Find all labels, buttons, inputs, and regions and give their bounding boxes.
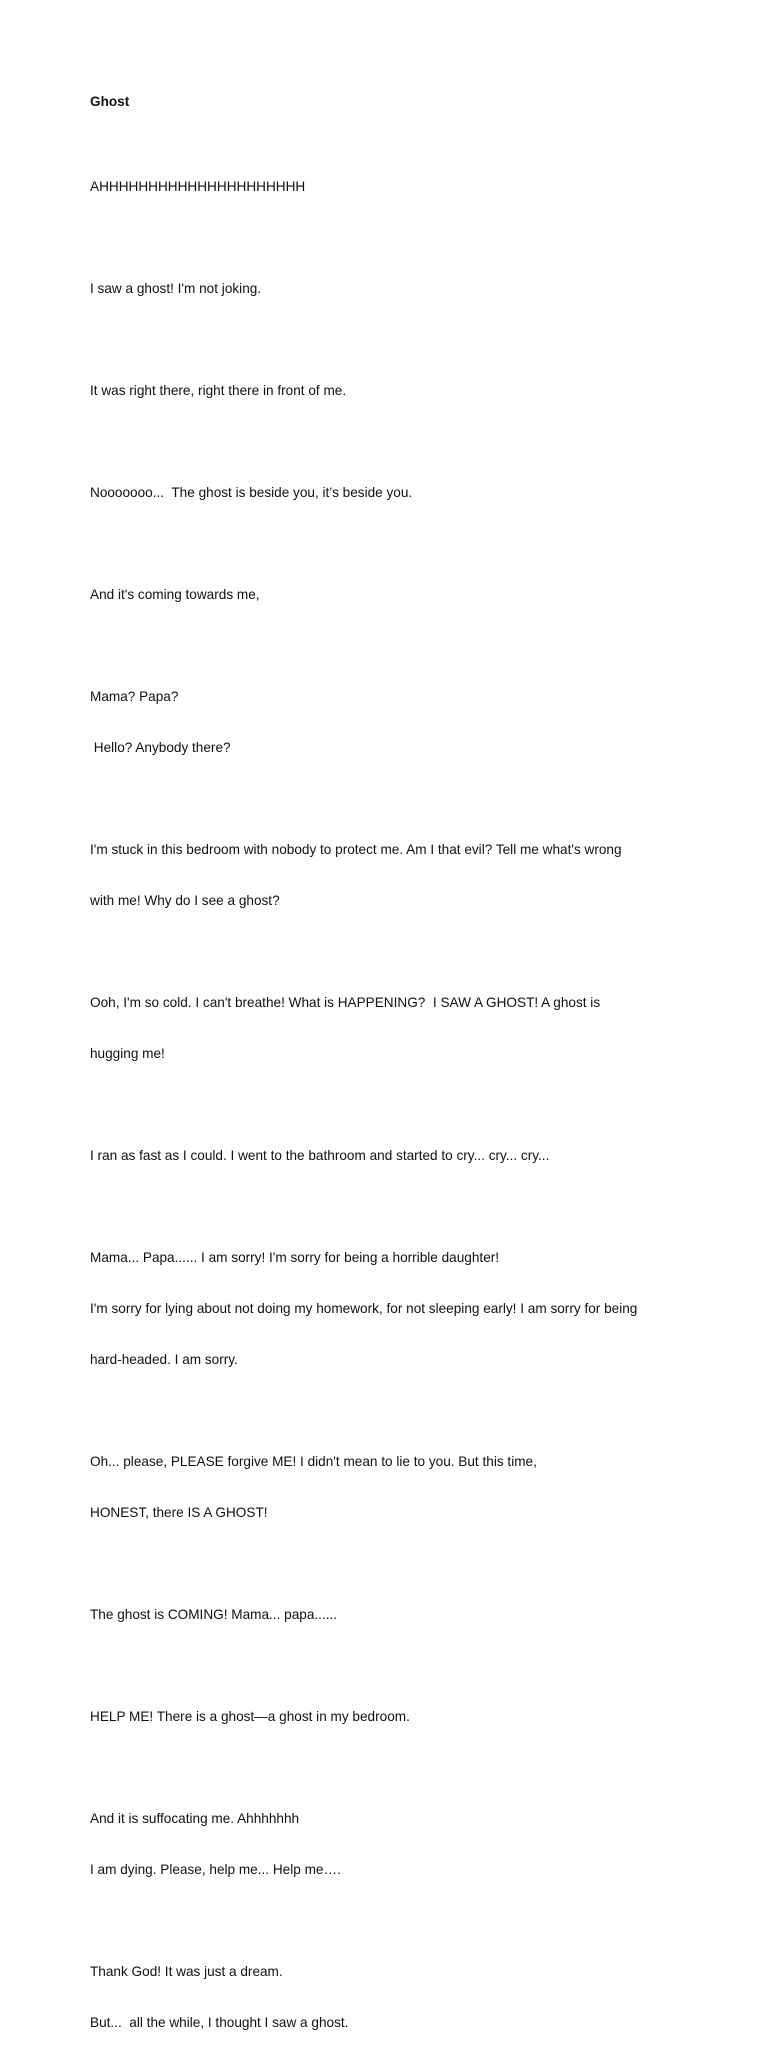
paragraph-line: with me! Why do I see a ghost?	[90, 893, 280, 908]
paragraph-so-cold	[90, 960, 690, 1096]
paragraph-line: Oh... please, PLEASE forgive ME! I didn't mean to lie to you. But this time,	[90, 1454, 537, 1469]
paragraph-scream	[90, 144, 690, 229]
paragraph-line: I'm sorry for lying about not doing my homework, for not sleeping early! I am sorry for being	[90, 1301, 638, 1316]
paragraph-line: HELP ME! There is a ghost—a ghost in my bedroom.	[90, 1709, 410, 1724]
paragraph-line: AHHHHHHHHHHHHHHHHHHHHH	[90, 179, 306, 194]
paragraph-stuck-in-bedroom	[90, 807, 690, 943]
paragraph-line: Ooh, I'm so cold. I can't breathe! What is HAPPENING? I SAW A GHOST! A ghost is	[90, 995, 601, 1010]
paragraph-line: I'm stuck in this bedroom with nobody to protect me. Am I that evil? Tell me what's wrong	[90, 842, 622, 857]
paragraph-line: Nooooooo... The ghost is beside you, it’s beside you.	[90, 485, 413, 500]
paragraph-apology	[90, 1215, 690, 1402]
paragraph-line: Hello? Anybody there?	[90, 740, 231, 755]
document-page	[90, 93, 690, 2048]
paragraph-line: Mama? Papa?	[90, 689, 179, 704]
paragraph-beside-you	[90, 450, 690, 535]
paragraph-coming-towards	[90, 552, 690, 637]
paragraph-line: hard-headed. I am sorry.	[90, 1352, 238, 1367]
paragraph-line: And it's coming towards me,	[90, 587, 260, 602]
paragraph-mama-papa	[90, 654, 690, 790]
paragraph-right-there	[90, 348, 690, 433]
paragraph-suffocating	[90, 1776, 690, 1912]
paragraph-saw-ghost	[90, 246, 690, 331]
paragraph-just-a-dream	[90, 1929, 690, 2048]
paragraph-ghost-coming	[90, 1572, 690, 1657]
document-title: Ghost	[90, 94, 130, 109]
paragraph-line: I saw a ghost! I'm not joking.	[90, 281, 262, 296]
paragraph-forgive-me	[90, 1419, 690, 1555]
paragraph-ran-to-bathroom	[90, 1113, 690, 1198]
paragraph-line: It was right there, right there in front of me.	[90, 383, 347, 398]
paragraph-line: And it is suffocating me. Ahhhhhhh	[90, 1811, 300, 1826]
paragraph-line: hugging me!	[90, 1046, 165, 1061]
paragraph-line: I ran as fast as I could. I went to the bathroom and started to cry... cry... cry...	[90, 1148, 550, 1163]
paragraph-help-me	[90, 1674, 690, 1759]
paragraph-line: I am dying. Please, help me... Help me….	[90, 1862, 341, 1877]
paragraph-line: But... all the while, I thought I saw a ghost.	[90, 2015, 349, 2030]
paragraph-line: Thank God! It was just a dream.	[90, 1964, 283, 1979]
paragraph-line: HONEST, there IS A GHOST!	[90, 1505, 268, 1520]
paragraph-line: Mama... Papa...... I am sorry! I'm sorry for being a horrible daughter!	[90, 1250, 500, 1265]
paragraph-line: The ghost is COMING! Mama... papa......	[90, 1607, 338, 1622]
